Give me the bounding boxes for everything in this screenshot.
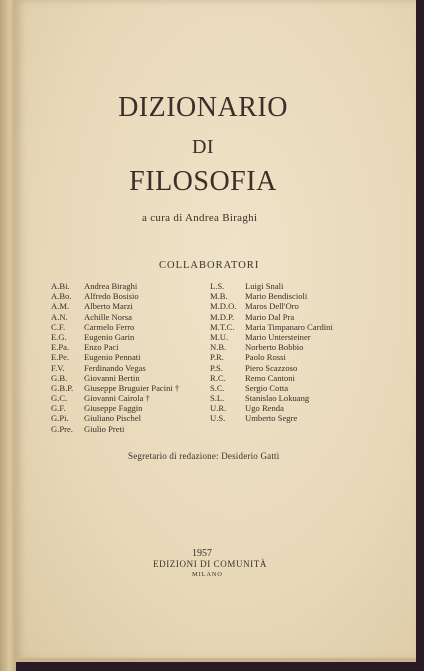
collaborator-entry (210, 393, 333, 403)
collaborator-entry (51, 301, 179, 311)
title-line-1: DIZIONARIO (118, 92, 288, 123)
collaborator-entry (51, 363, 179, 373)
collaborator-entry (210, 383, 333, 393)
collaborator-name: Giuliano Pischel (84, 413, 142, 424)
collaborator-name: Andrea Biraghi (84, 281, 138, 291)
editorial-secretary: Segretario di redazione: Desiderio Gatti (128, 451, 280, 461)
collaborator-entry (51, 373, 179, 383)
collaborator-abbr: M.D.P. (210, 311, 235, 322)
collaborator-name: Mario Bendiscioli (245, 291, 308, 302)
collaborator-name: Luigi Snali (245, 281, 284, 291)
collaborator-abbr: P.R. (210, 352, 224, 363)
collaborator-name: Stanislao Lokuang (245, 393, 310, 404)
collaborator-abbr: U.R. (210, 403, 227, 414)
title-page (14, 0, 416, 660)
collaborator-name: Ferdinando Vegas (84, 362, 146, 373)
collaborator-abbr: G.Pre. (51, 423, 73, 434)
collaborator-name: Giulio Preti (84, 423, 125, 434)
collaborator-abbr: L.S. (210, 281, 225, 291)
collaborator-name: Sergio Cotta (245, 382, 289, 393)
collaborator-entry (51, 383, 179, 393)
collaborator-abbr: M.T.C. (210, 321, 235, 332)
collaborator-abbr: G.B. (51, 372, 68, 383)
collaborator-name: Carmelo Ferro (84, 321, 135, 332)
collaborator-abbr: C.F. (51, 321, 66, 332)
collaborator-name: Eugenio Garin (84, 331, 135, 342)
collaborator-entry (51, 291, 179, 301)
collaborator-abbr: F.V. (51, 362, 65, 373)
collaborator-name: Giovanni Cairola † (84, 393, 150, 404)
editor-credit: a cura di Andrea Biraghi (142, 212, 258, 224)
collaborator-abbr: N.B. (210, 342, 227, 353)
collaborators-right-column (210, 281, 333, 424)
collaborator-abbr: G.Pi. (51, 413, 69, 424)
collaborator-abbr: P.S. (210, 362, 223, 373)
collaborator-entry (51, 413, 179, 423)
collaborator-name: Maros Dell'Oro (245, 301, 299, 312)
title-line-3: FILOSOFIA (129, 166, 277, 197)
collaborator-name: Maria Timpanaro Cardini (245, 321, 333, 332)
collaborator-name: Eugenio Pennati (84, 352, 141, 363)
collaborator-abbr: A.M. (51, 301, 70, 312)
collaborator-entry (51, 312, 179, 322)
collaborator-abbr: S.C. (210, 382, 225, 393)
collaborator-abbr: A.N. (51, 311, 68, 322)
collaborator-entry (210, 373, 333, 383)
collaborator-name: Mario Dal Pra (245, 311, 295, 322)
collaborator-name: Remo Cantoni (245, 372, 295, 383)
collaborator-abbr: A.Bo. (51, 291, 72, 302)
page-bottom-edge (14, 658, 416, 662)
collaborator-name: Mario Untersteiner (245, 331, 311, 342)
collaborator-entry (51, 332, 179, 342)
collaborators-left-column (51, 281, 179, 434)
collaborator-entry (210, 322, 333, 332)
collaborator-abbr: R.C. (210, 372, 226, 383)
collaborator-name: Achille Norsa (84, 311, 132, 322)
collaborator-name: Giovanni Bertin (84, 372, 140, 383)
collaborator-abbr: M.B. (210, 291, 228, 302)
collaborator-abbr: M.D.O. (210, 301, 237, 312)
collaborator-entry (210, 281, 333, 291)
collaborator-name: Giuseppe Bruguier Pacini † (84, 382, 180, 393)
collaborator-entry (51, 352, 179, 362)
collaborator-name: Piero Scazzoso (245, 362, 298, 373)
collaborators-heading: COLLABORATORI (159, 260, 260, 271)
collaborator-abbr: M.U. (210, 331, 229, 342)
collaborator-name: Alfredo Bosisio (84, 291, 139, 302)
collaborator-entry (210, 352, 333, 362)
collaborator-entry (51, 424, 179, 434)
collaborator-entry (210, 363, 333, 373)
publication-city: MILANO (192, 571, 223, 578)
collaborator-name: Umberto Segre (245, 413, 298, 424)
title-line-2: DI (191, 136, 215, 158)
collaborator-entry (210, 342, 333, 352)
publisher-name: EDIZIONI DI COMUNITÀ (153, 559, 267, 569)
collaborator-entry (51, 393, 179, 403)
collaborator-entry (210, 413, 333, 423)
collaborator-entry (51, 322, 179, 332)
collaborator-abbr: E.Pa. (51, 342, 70, 353)
collaborator-name: Paolo Rossi (245, 352, 286, 363)
collaborator-abbr: A.Bi. (51, 281, 70, 291)
collaborator-entry (210, 312, 333, 322)
collaborator-entry (51, 281, 179, 291)
collaborator-name: Giuseppe Faggin (84, 403, 143, 414)
collaborator-name: Ugo Renda (245, 403, 284, 414)
collaborator-entry (210, 332, 333, 342)
collaborator-entry (210, 291, 333, 301)
collaborator-abbr: S.L. (210, 393, 225, 404)
collaborator-abbr: G.B.P. (51, 382, 74, 393)
collaborator-abbr: G.C. (51, 393, 68, 404)
collaborator-entry (51, 403, 179, 413)
collaborator-abbr: G.F. (51, 403, 66, 414)
publication-year: 1957 (192, 548, 212, 559)
collaborator-name: Alberto Marzi (84, 301, 133, 312)
collaborator-name: Enzo Paci (84, 342, 119, 353)
collaborator-name: Norberto Bobbio (245, 342, 304, 353)
collaborator-entry (210, 403, 333, 413)
collaborator-entry (51, 342, 179, 352)
collaborator-abbr: U.S. (210, 413, 226, 424)
collaborator-abbr: E.G. (51, 331, 67, 342)
collaborator-abbr: E.Pe. (51, 352, 70, 363)
collaborator-entry (210, 301, 333, 311)
